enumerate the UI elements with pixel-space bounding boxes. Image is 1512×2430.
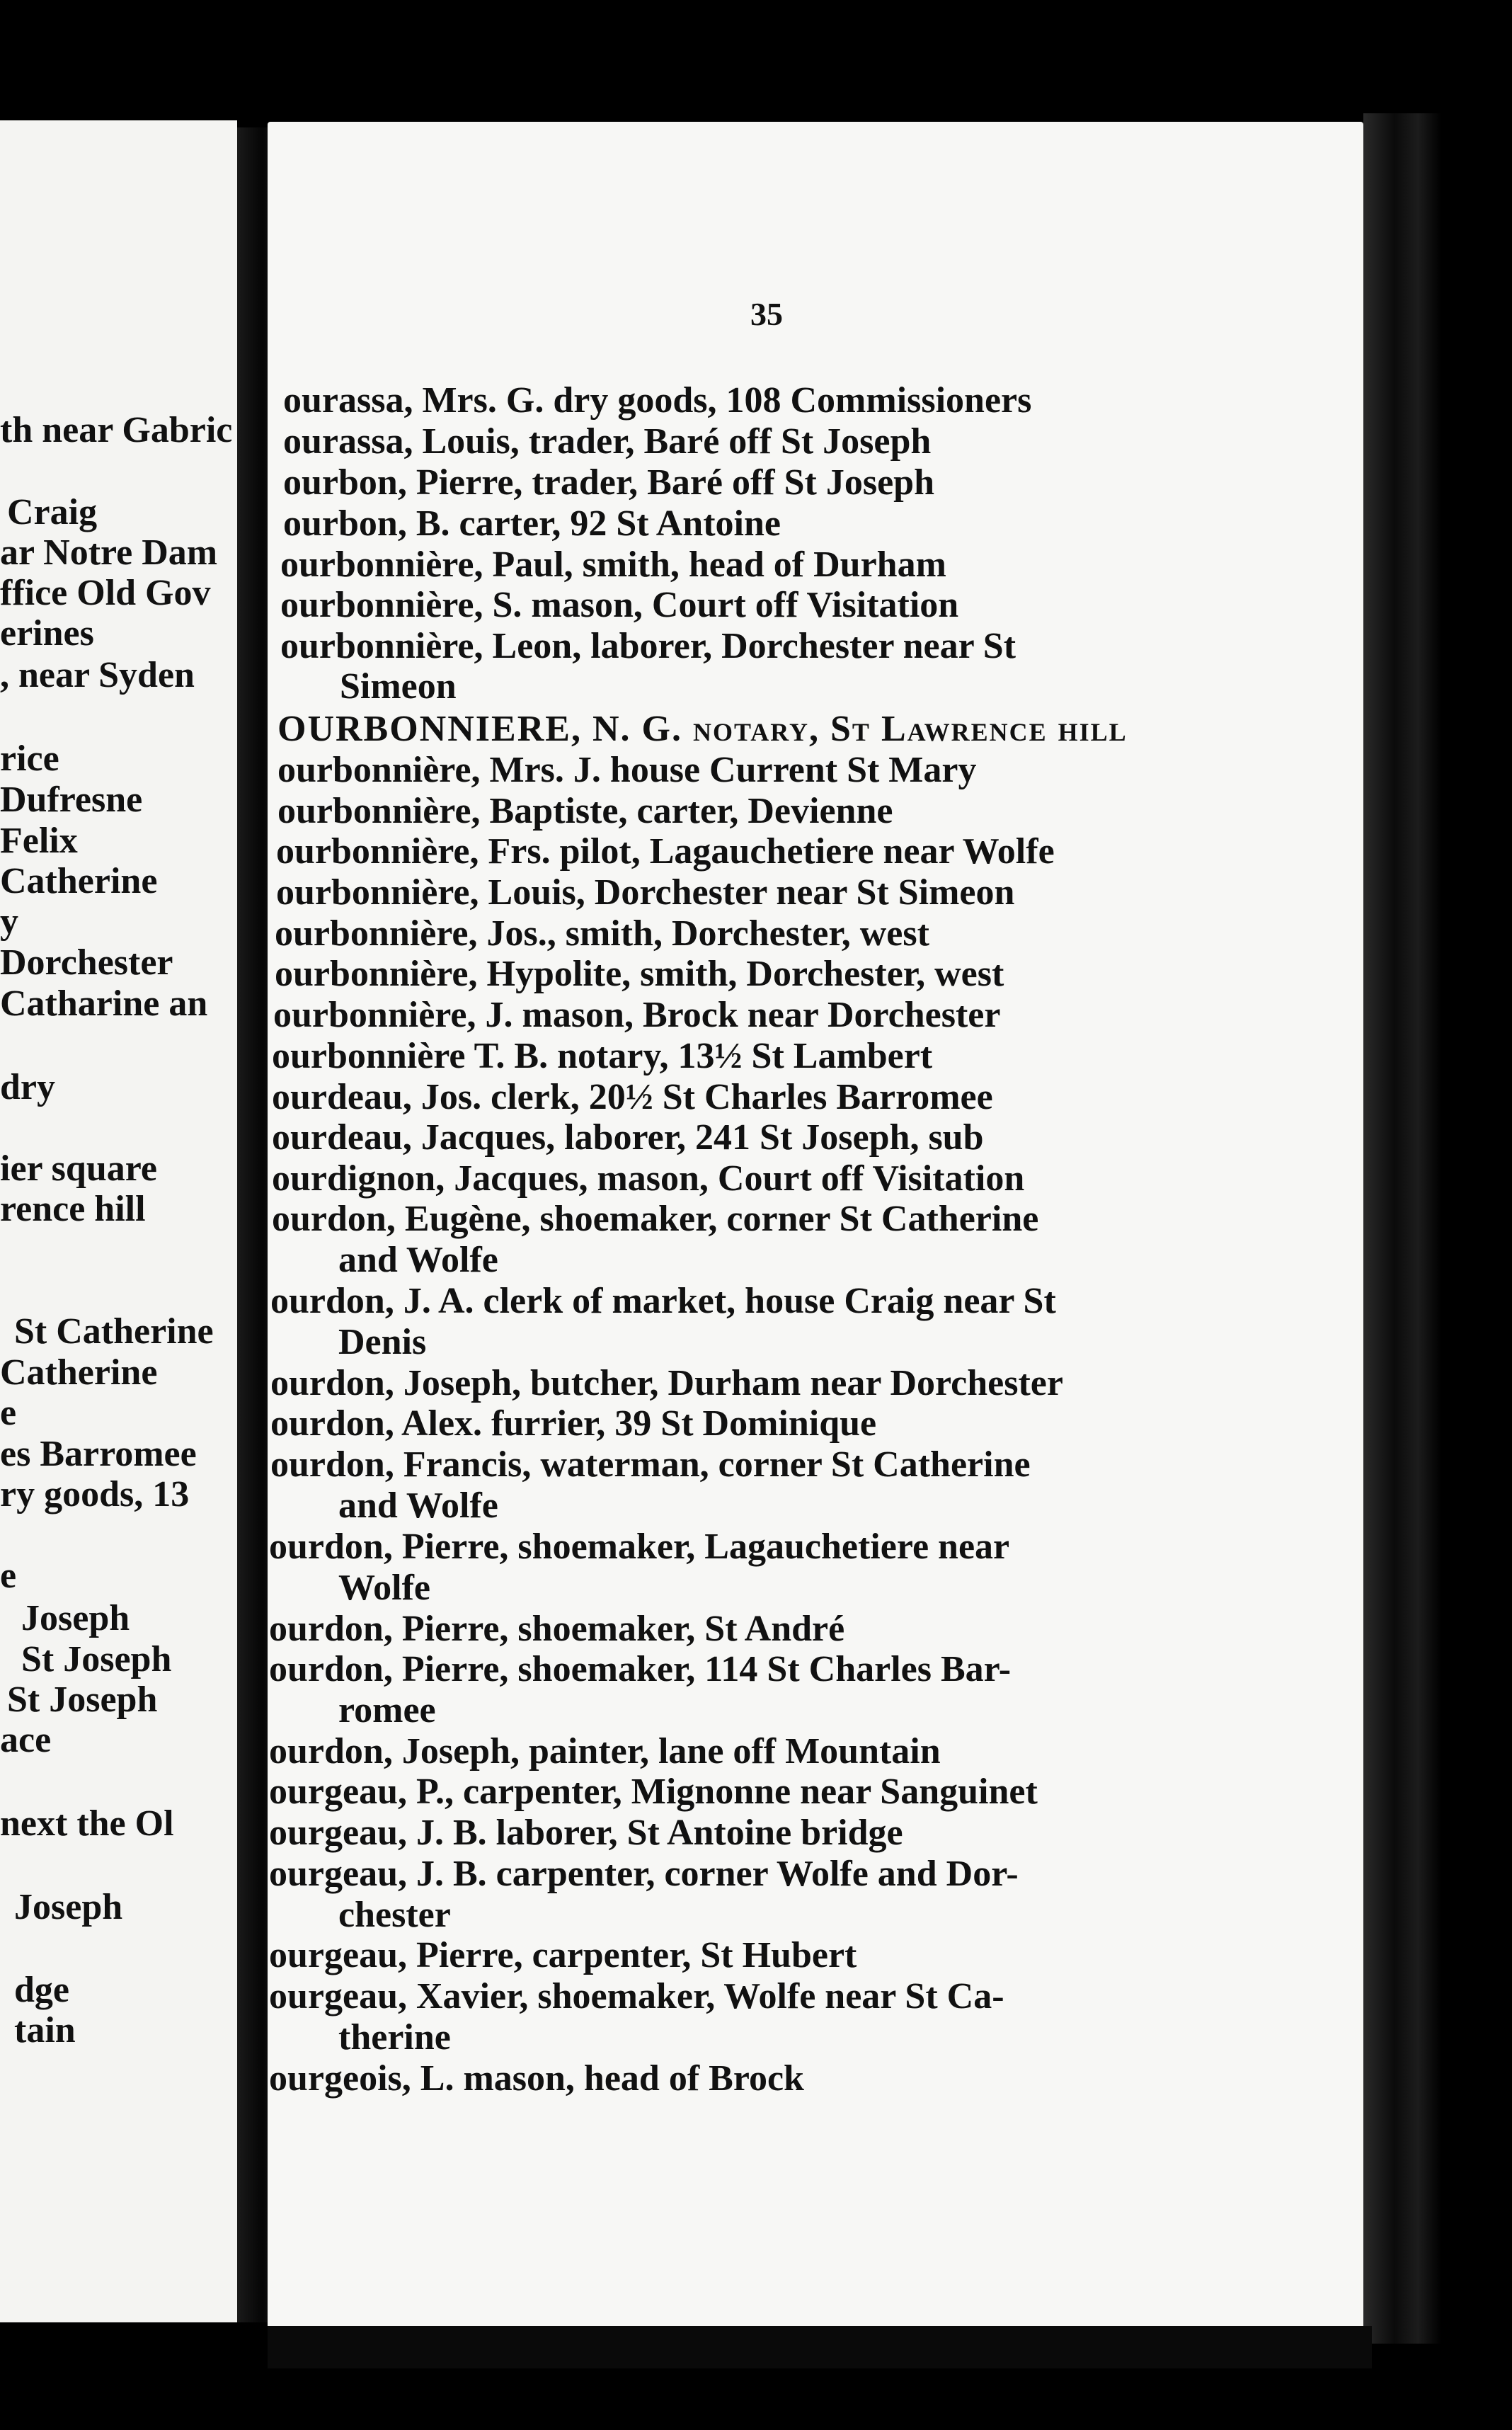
directory-entry-continuation: Simeon [340, 666, 457, 707]
directory-entry-continuation: Wolfe [338, 1568, 430, 1608]
left-page-line: Joseph [14, 1887, 123, 1927]
directory-entry: ourgeau, J. B. laborer, St Antoine bridge [269, 1813, 903, 1853]
directory-entry: ourassa, Mrs. G. dry goods, 108 Commissioners [283, 380, 1032, 421]
left-page-line: Dufresne [0, 780, 143, 820]
left-page-line: St Catherine [14, 1311, 214, 1352]
directory-entry: ourdon, Eugène, shoemaker, corner St Catherine [272, 1199, 1039, 1239]
left-page-line: Catherine [0, 1352, 158, 1393]
directory-entry: ourdon, Joseph, painter, lane off Mountain [269, 1731, 941, 1772]
left-page-line: e [0, 1393, 17, 1433]
directory-entry: ourdon, Joseph, butcher, Durham near Dorchester [270, 1363, 1063, 1403]
directory-entry: ourbonnière, S. mason, Court off Visitation [280, 585, 959, 625]
directory-entry: ourbonnière, Mrs. J. house Current St Mary [277, 750, 977, 790]
left-page-line: ry goods, 13 [0, 1474, 190, 1515]
directory-entry: ourdignon, Jacques, mason, Court off Visitation [272, 1158, 1025, 1199]
directory-entry-continuation: and Wolfe [338, 1240, 498, 1280]
directory-entries [268, 122, 1363, 2331]
directory-entry: ourgeau, P., carpenter, Mignonne near Sanguinet [269, 1772, 1038, 1812]
book-page-edges [1363, 113, 1441, 2344]
left-page-line: rence hill [0, 1189, 146, 1229]
left-page-line: ier square [0, 1148, 157, 1189]
left-page-line: St Joseph [7, 1679, 158, 1720]
directory-entry-continuation: Denis [338, 1322, 427, 1362]
left-page-line: Craig [7, 492, 98, 532]
directory-entry: ourbonnière, J. mason, Brock near Dorchester [273, 995, 1001, 1035]
directory-entry: ourgeau, Xavier, shoemaker, Wolfe near St Ca- [269, 1976, 1004, 2017]
directory-entry: ourbonnière, Frs. pilot, Lagauchetiere near Wolfe [276, 831, 1055, 872]
page-number: 35 [750, 296, 783, 332]
directory-entry: ourgeau, Pierre, carpenter, St Hubert [269, 1935, 857, 1975]
left-page-line: tain [14, 2010, 76, 2050]
left-page-line: e [0, 1556, 17, 1596]
directory-entry: ourbonnière T. B. notary, 13½ St Lambert [272, 1036, 933, 1076]
left-page-line: th near Gabric [0, 410, 233, 450]
directory-entry: ourgeau, J. B. carpenter, corner Wolfe and Dor- [269, 1854, 1019, 1894]
directory-entry-continuation: romee [338, 1690, 436, 1730]
left-page-line: next the Ol [0, 1803, 174, 1844]
left-page-line: es Barromee [0, 1434, 197, 1474]
directory-entry-continuation: chester [338, 1895, 451, 1935]
directory-entry: ourbon, B. carter, 92 St Antoine [283, 503, 781, 544]
directory-entry: ourbonnière, Paul, smith, head of Durham [280, 544, 946, 585]
directory-page [268, 122, 1363, 2331]
directory-entry: ourassa, Louis, trader, Baré off St Joseph [283, 421, 932, 462]
left-facing-page [0, 120, 237, 2322]
directory-entry: ourbonnière, Hypolite, smith, Dorchester, west [275, 954, 1004, 994]
directory-entry-continuation: and Wolfe [338, 1485, 498, 1526]
directory-entry-continuation: therine [338, 2017, 451, 2058]
left-page-line: dge [14, 1970, 69, 2010]
directory-entry: ourdeau, Jos. clerk, 20½ St Charles Barromee [272, 1077, 993, 1117]
directory-entry: ourdon, Alex. furrier, 39 St Dominique [270, 1403, 877, 1444]
left-page-line: ace [0, 1720, 52, 1760]
page-bottom-shadow [268, 2326, 1372, 2368]
directory-entry: ourdon, Francis, waterman, corner St Catherine [270, 1444, 1031, 1485]
left-page-line: y [0, 901, 18, 942]
left-page-line: ar Notre Dam [0, 532, 218, 573]
left-page-line: Dorchester [0, 942, 173, 983]
left-page-line: , near Syden [0, 655, 195, 695]
left-page-line: rice [0, 738, 59, 779]
directory-entry: ourbonnière, Louis, Dorchester near St Simeon [276, 872, 1015, 913]
directory-entry: ourdon, J. A. clerk of market, house Craig near St [270, 1281, 1056, 1321]
left-page-line: Catharine an [0, 983, 208, 1024]
left-page-line: Joseph [21, 1598, 130, 1638]
left-page-line: Catherine [0, 861, 158, 901]
left-page-line: ffice Old Gov [0, 573, 211, 613]
directory-entry: ourbonnière, Baptiste, carter, Devienne [277, 791, 893, 831]
directory-entry: ourdeau, Jacques, laborer, 241 St Joseph, sub [272, 1117, 984, 1158]
directory-entry: ourbon, Pierre, trader, Baré off St Joseph [283, 462, 935, 503]
directory-entry: OURBONNIERE, N. G. notary, St Lawrence hill [277, 709, 1128, 749]
directory-entry: ourdon, Pierre, shoemaker, St André [269, 1609, 845, 1649]
left-page-line: St Joseph [21, 1639, 172, 1679]
directory-entry: ourdon, Pierre, shoemaker, Lagauchetiere near [269, 1527, 1010, 1567]
left-page-line: erines [0, 613, 94, 654]
directory-entry: ourdon, Pierre, shoemaker, 114 St Charles Bar- [269, 1649, 1012, 1689]
directory-entry: ourbonnière, Jos., smith, Dorchester, west [275, 913, 929, 954]
left-page-line: Felix [0, 821, 78, 861]
left-page-line: dry [0, 1067, 55, 1107]
directory-entry: ourgeois, L. mason, head of Brock [269, 2058, 804, 2099]
directory-entry: ourbonnière, Leon, laborer, Dorchester near St [280, 626, 1016, 666]
